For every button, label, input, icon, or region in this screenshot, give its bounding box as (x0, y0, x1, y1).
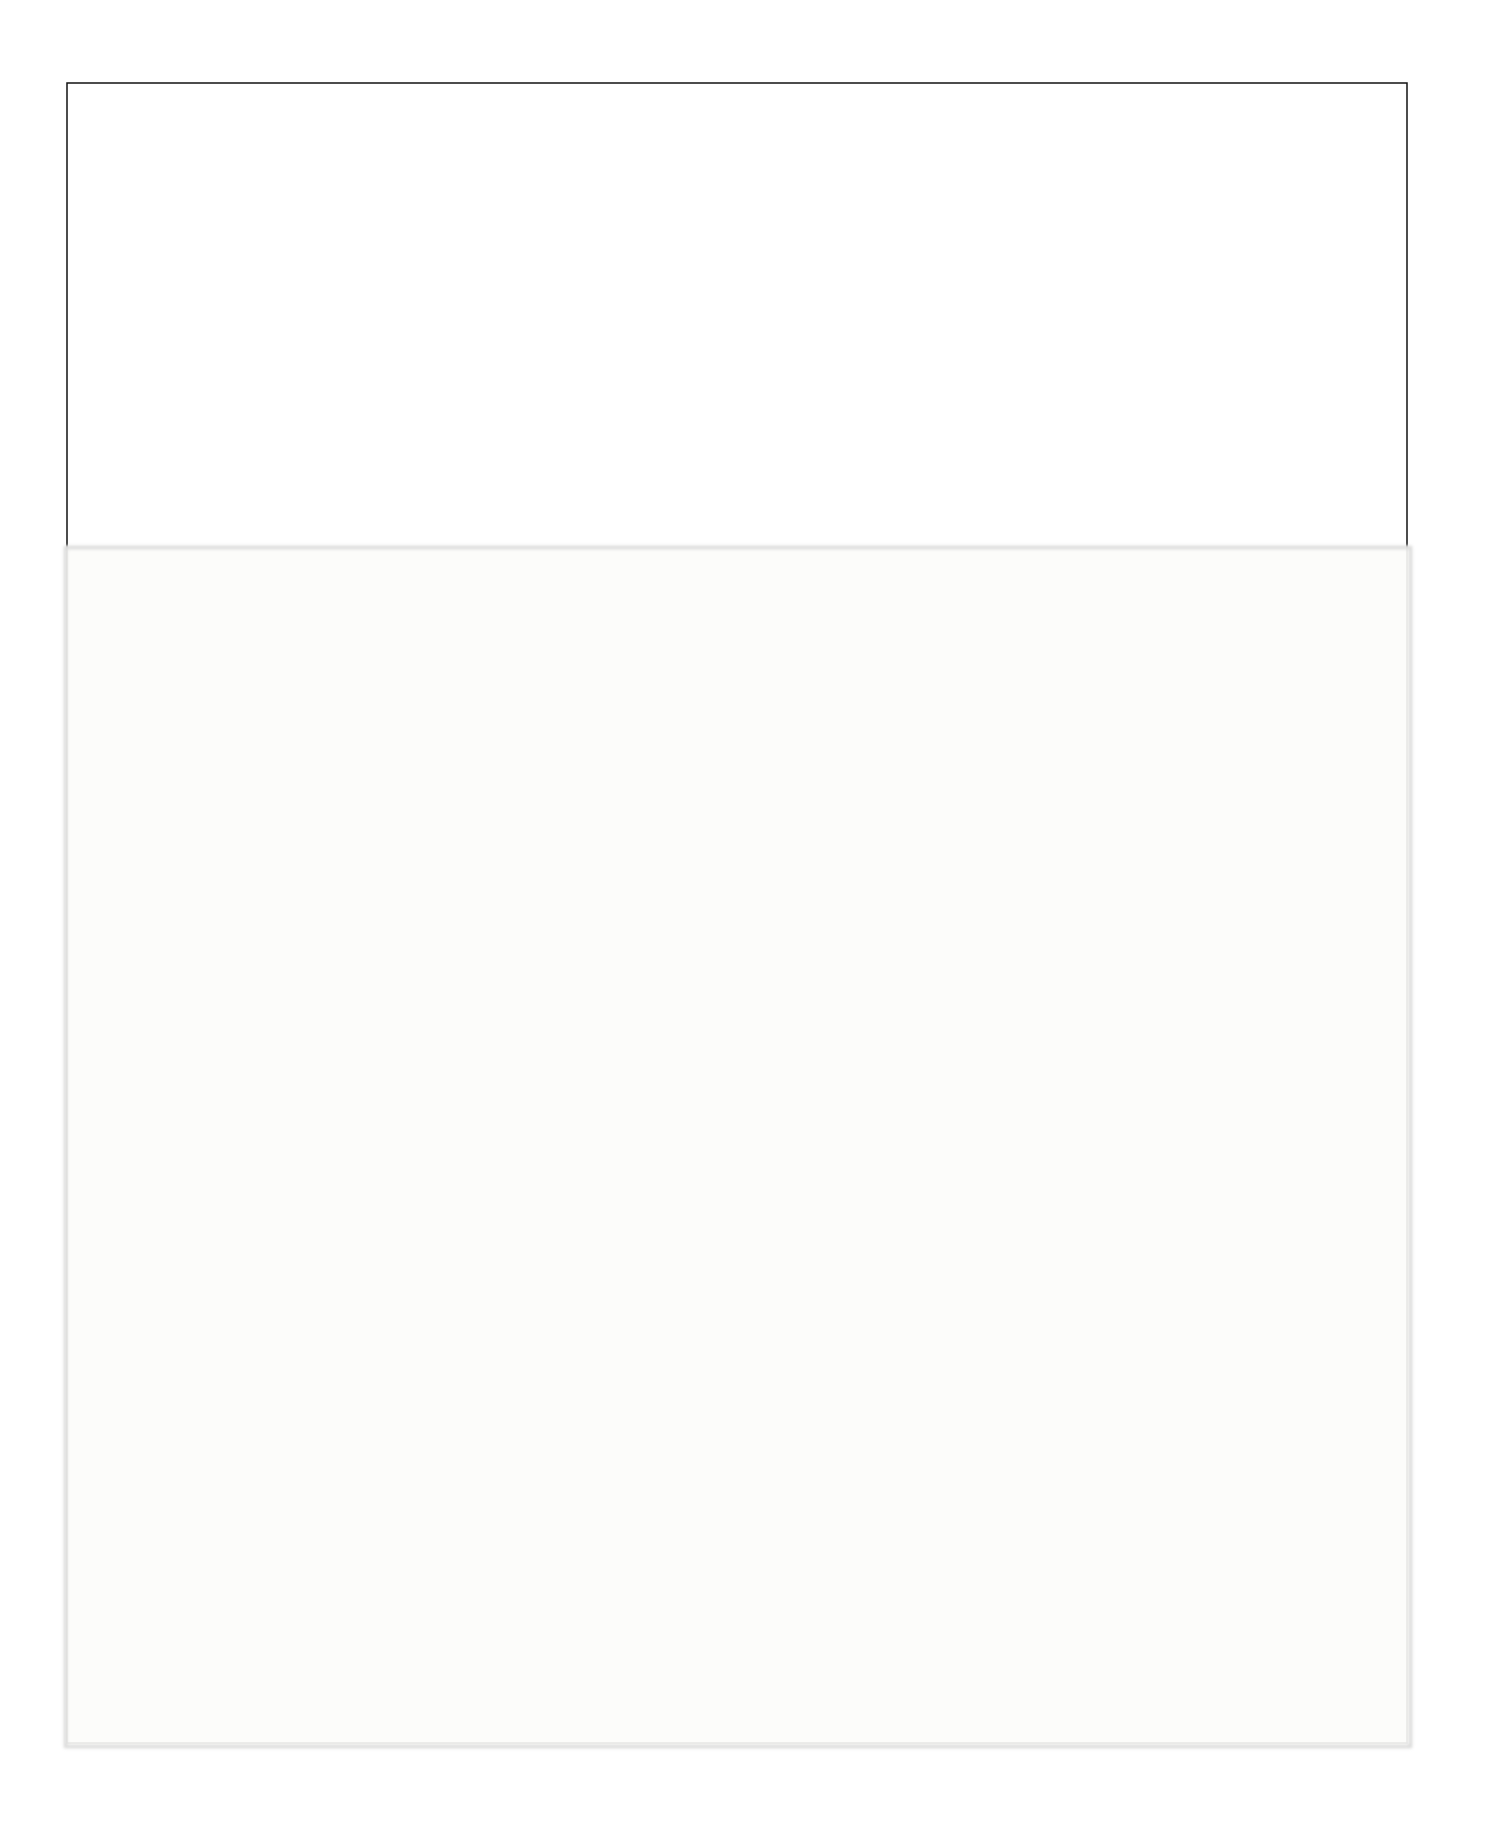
blurred-lower-border (64, 546, 1412, 1748)
